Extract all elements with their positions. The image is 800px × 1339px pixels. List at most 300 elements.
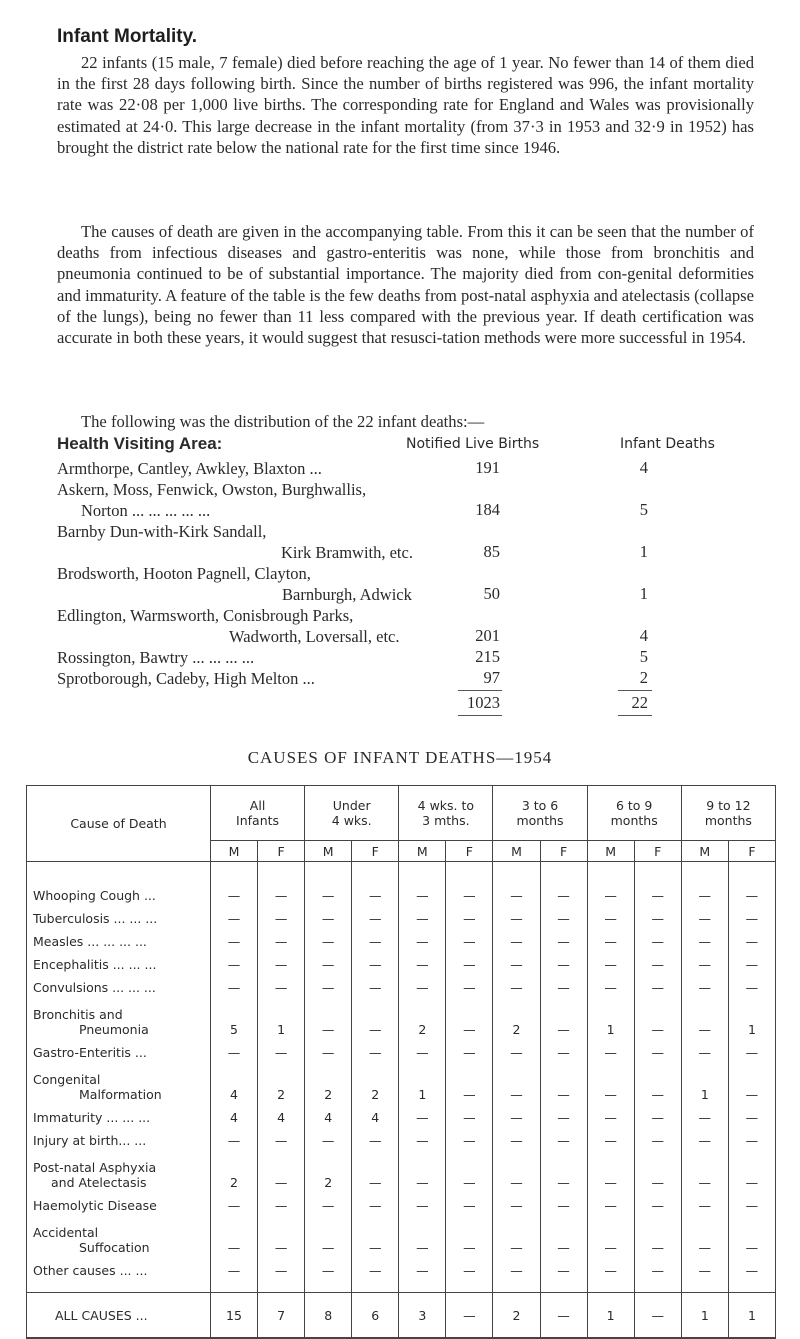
cell-value: — (446, 1125, 493, 1148)
cause-label-line: and Atelectasis (51, 1175, 147, 1190)
cell-value: — (210, 903, 257, 926)
spacer-cell (634, 1278, 681, 1293)
cell-value: — (305, 1190, 352, 1213)
total-value: 8 (305, 1293, 352, 1339)
cell-value: — (399, 903, 446, 926)
all-causes-row (27, 1293, 776, 1339)
cell-value: — (587, 1037, 634, 1060)
cell-value: — (540, 1060, 587, 1102)
area-deaths: 1 (639, 584, 648, 603)
cell-value: — (305, 972, 352, 995)
cell-value: — (399, 972, 446, 995)
spacer-cell (587, 1278, 634, 1293)
table-header-row (27, 786, 776, 841)
cell-value: — (493, 1148, 540, 1190)
cell-value: — (540, 926, 587, 949)
female-header: F (352, 841, 399, 862)
cell-value: 4 (210, 1102, 257, 1125)
group-header: 6 to 9 months (587, 786, 681, 841)
cell-value: — (728, 903, 775, 926)
cell-value: — (210, 1190, 257, 1213)
group-header: 3 to 6 months (493, 786, 587, 841)
cause-row (27, 949, 776, 972)
cell-value: — (258, 1190, 305, 1213)
cell-value: — (399, 1255, 446, 1278)
cell-value: — (258, 903, 305, 926)
area-row (57, 458, 457, 479)
cell-value: — (728, 926, 775, 949)
male-header: M (305, 841, 352, 862)
cell-value: — (446, 995, 493, 1037)
cell-value: — (210, 949, 257, 972)
causes-table-body (27, 862, 776, 1293)
area-deaths: 1 (639, 542, 648, 561)
total-value: — (446, 1293, 493, 1339)
cause-label-line: Post-natal Asphyxia (33, 1160, 157, 1175)
cell-value: — (493, 1037, 540, 1060)
total-value: 6 (352, 1293, 399, 1339)
cell-value: — (352, 903, 399, 926)
cell-value: — (728, 972, 775, 995)
cell-value: — (258, 1213, 305, 1255)
cell-value: 4 (210, 1060, 257, 1102)
female-header: F (634, 841, 681, 862)
cell-value: — (446, 1213, 493, 1255)
cell-value: 1 (681, 1060, 728, 1102)
cause-label-line: Gastro-Enteritis ... (33, 1045, 147, 1060)
deaths-column-header: Infant Deaths (620, 436, 715, 452)
cell-value: — (587, 1255, 634, 1278)
cause-label (27, 1148, 211, 1190)
cell-value: — (352, 949, 399, 972)
group-header: 4 wks. to 3 mths. (399, 786, 493, 841)
cell-value: — (587, 972, 634, 995)
cause-row (27, 1255, 776, 1278)
cell-value: 2 (210, 1148, 257, 1190)
male-header: M (493, 841, 540, 862)
male-header: M (210, 841, 257, 862)
births-total-underline (458, 715, 502, 716)
cell-value: — (493, 972, 540, 995)
total-value: 1 (587, 1293, 634, 1339)
cause-label (27, 926, 211, 949)
area-name-cont: Norton ... ... ... ... ... (81, 501, 211, 520)
cell-value: — (352, 1255, 399, 1278)
area-name: Barnby Dun-with-Kirk Sandall, (57, 522, 267, 541)
cell-value: — (305, 903, 352, 926)
cause-label-line: Measles ... ... ... ... (33, 934, 147, 949)
area-name-cont: Kirk Bramwith, etc. (281, 543, 413, 562)
cell-value: — (305, 862, 352, 904)
cell-value: 1 (728, 995, 775, 1037)
area-name: Armthorpe, Cantley, Awkley, Blaxton ... (57, 459, 322, 478)
cell-value: — (681, 949, 728, 972)
cell-value: — (540, 1102, 587, 1125)
cell-value: 2 (305, 1148, 352, 1190)
cell-value: — (493, 949, 540, 972)
cell-value: — (258, 862, 305, 904)
cell-value: — (634, 1125, 681, 1148)
area-row (57, 479, 457, 521)
area-births: 85 (483, 542, 500, 561)
cell-value: — (399, 949, 446, 972)
cause-row (27, 1125, 776, 1148)
area-row (57, 668, 457, 689)
cell-value: — (540, 1148, 587, 1190)
female-header: F (446, 841, 493, 862)
births-total: 1023 (467, 693, 500, 712)
cell-value: — (634, 1037, 681, 1060)
cause-label (27, 862, 211, 904)
cell-value: — (352, 1125, 399, 1148)
cell-value: — (587, 1102, 634, 1125)
cell-value: — (540, 1255, 587, 1278)
cell-value: — (352, 995, 399, 1037)
group-header: 9 to 12 months (681, 786, 775, 841)
distribution-title: Health Visiting Area: (57, 434, 223, 453)
cell-value: — (446, 972, 493, 995)
cell-value: — (493, 1102, 540, 1125)
distribution-header (57, 434, 754, 454)
cause-row (27, 1148, 776, 1190)
area-births: 97 (483, 668, 500, 687)
cell-value: — (587, 949, 634, 972)
cause-row (27, 1060, 776, 1102)
cell-value: — (493, 926, 540, 949)
cause-label (27, 1213, 211, 1255)
spacer-cell (305, 1278, 352, 1293)
total-value: 1 (728, 1293, 775, 1339)
cell-value: 2 (352, 1060, 399, 1102)
cell-value: — (446, 1060, 493, 1102)
table-caption: CAUSES OF INFANT DEATHS—1954 (247, 748, 553, 767)
cell-value: — (210, 926, 257, 949)
cell-value: — (728, 1125, 775, 1148)
cell-value: — (681, 1037, 728, 1060)
area-deaths: 2 (639, 668, 648, 687)
cell-value: — (258, 926, 305, 949)
cause-row (27, 1037, 776, 1060)
total-value: 1 (681, 1293, 728, 1339)
cell-value: — (446, 1148, 493, 1190)
cell-value: — (399, 1213, 446, 1255)
cell-value: — (540, 1190, 587, 1213)
cell-value: — (493, 862, 540, 904)
cause-row (27, 862, 776, 904)
cell-value: — (210, 1255, 257, 1278)
total-value: — (634, 1293, 681, 1339)
cause-label-line: Encephalitis ... ... ... (33, 957, 157, 972)
group-header: Under 4 wks. (305, 786, 399, 841)
cell-value: — (728, 1037, 775, 1060)
cell-value: — (258, 1148, 305, 1190)
all-causes-label: ALL CAUSES ... (27, 1293, 211, 1339)
cell-value: — (587, 1148, 634, 1190)
cause-label-line: Suffocation (79, 1240, 150, 1255)
cell-value: — (446, 949, 493, 972)
cause-label-line: Other causes ... ... (33, 1263, 148, 1278)
cell-value: — (210, 1213, 257, 1255)
cell-value: — (634, 1213, 681, 1255)
cell-value: — (305, 1125, 352, 1148)
cell-value: — (634, 862, 681, 904)
cell-value: — (352, 1037, 399, 1060)
cause-label (27, 1255, 211, 1278)
deaths-total-rule (618, 690, 652, 691)
cause-row (27, 995, 776, 1037)
total-value: — (540, 1293, 587, 1339)
cell-value: — (540, 972, 587, 995)
cell-value: — (352, 862, 399, 904)
cell-value: — (352, 1213, 399, 1255)
cell-value: — (399, 1102, 446, 1125)
area-name: Sprotborough, Cadeby, High Melton ... (57, 669, 315, 688)
cell-value: — (210, 1125, 257, 1148)
table-spacer-row (27, 1278, 776, 1293)
spacer-cell (352, 1278, 399, 1293)
cause-label-line: Whooping Cough ... (33, 888, 156, 903)
cell-value: — (681, 1190, 728, 1213)
cause-label (27, 1190, 211, 1213)
cell-value: — (681, 862, 728, 904)
spacer-cell (210, 1278, 257, 1293)
cell-value: — (728, 1213, 775, 1255)
area-row (57, 563, 457, 605)
male-header: M (681, 841, 728, 862)
cell-value: — (681, 926, 728, 949)
cause-row (27, 972, 776, 995)
cell-value: — (352, 1148, 399, 1190)
cell-value: — (634, 1148, 681, 1190)
cell-value: — (399, 1148, 446, 1190)
paragraph-causes: The causes of death are given in the accompanying table. From this it can be seen that the number of deaths from infectious diseases and gastro-enteritis was none, while those from bronchitis and pneumonia continued to be of substantial importance. The majority died from con-genital deformities and immaturity. A feature of the table is the few deaths from post-natal asphyxia and atelectasis (collapse of the lungs), being no fewer than 11 less compared with the previous year. If death certification was accurate in both these years, it would suggest that resusci-tation methods were more successful in 1954. (57, 222, 755, 348)
area-deaths: 5 (639, 647, 648, 666)
cell-value: — (210, 1037, 257, 1060)
cause-label-line: Haemolytic Disease (33, 1198, 157, 1213)
paragraph-rates: 22 infants (15 male, 7 female) died before reaching the age of 1 year. No fewer than 14 of them died in the first 28 days following birth. Since the number of births registered was 996, the infant mortality rate was 22·08 per 1,000 live births. The corresponding rate for England and Wales was provisionally estimated at 24·0. This large decrease in the infant mortality (from 37·3 in 1953 and 32·9 in 1952) has brought the district rate below the national rate for the first time since 1946. (57, 53, 754, 157)
area-row (57, 605, 457, 647)
cell-value: — (634, 1190, 681, 1213)
cell-value: — (540, 903, 587, 926)
cell-value: 4 (258, 1102, 305, 1125)
area-births: 50 (483, 584, 500, 603)
cell-value: — (540, 1037, 587, 1060)
area-name-cont: Wadworth, Loversall, etc. (229, 627, 400, 646)
area-births: 191 (475, 458, 500, 477)
cell-value: — (305, 1037, 352, 1060)
paragraph-distribution-intro: The following was the distribution of the 22 infant deaths:— (81, 412, 485, 431)
cell-value: — (446, 903, 493, 926)
cell-value: — (399, 1190, 446, 1213)
spacer-cell (493, 1278, 540, 1293)
cell-value: — (493, 1213, 540, 1255)
cell-value: — (634, 1102, 681, 1125)
spacer-cell (681, 1278, 728, 1293)
cell-value: — (305, 1255, 352, 1278)
area-deaths: 5 (639, 500, 648, 519)
cause-label (27, 972, 211, 995)
area-births: 184 (475, 500, 500, 519)
cell-value: — (681, 903, 728, 926)
cell-value: — (399, 1037, 446, 1060)
cell-value: — (305, 1213, 352, 1255)
cell-value: — (681, 1148, 728, 1190)
group-header: All Infants (210, 786, 304, 841)
female-header: F (540, 841, 587, 862)
cause-label (27, 949, 211, 972)
cause-label-line: Pneumonia (79, 1022, 149, 1037)
spacer-cell (27, 1278, 211, 1293)
cell-value: — (258, 1255, 305, 1278)
cause-row (27, 903, 776, 926)
total-value: 15 (210, 1293, 257, 1339)
female-header: F (728, 841, 775, 862)
cell-value: — (305, 995, 352, 1037)
cell-value: 4 (305, 1102, 352, 1125)
cell-value: — (728, 1102, 775, 1125)
cell-value: — (634, 995, 681, 1037)
cell-value: — (305, 949, 352, 972)
cause-label-line: Congenital (33, 1072, 101, 1087)
cell-value: — (634, 926, 681, 949)
area-name-cont: Barnburgh, Adwick (282, 585, 412, 604)
cell-value: — (540, 862, 587, 904)
cell-value: — (587, 1125, 634, 1148)
cause-label (27, 903, 211, 926)
cell-value: — (634, 949, 681, 972)
cause-label-line: Immaturity ... ... ... (33, 1110, 151, 1125)
area-deaths: 4 (639, 626, 648, 645)
cell-value: — (728, 1060, 775, 1102)
cell-value: — (446, 862, 493, 904)
area-name: Askern, Moss, Fenwick, Owston, Burghwallis, (57, 480, 367, 499)
cell-value: — (399, 862, 446, 904)
cell-value: 1 (587, 995, 634, 1037)
cell-value: — (728, 949, 775, 972)
cell-value: 5 (210, 995, 257, 1037)
total-value: 2 (493, 1293, 540, 1339)
area-row (57, 647, 457, 668)
cell-value: — (681, 972, 728, 995)
cell-value: — (587, 1190, 634, 1213)
cause-label-line: Bronchitis and (33, 1007, 123, 1022)
page-title: Infant Mortality. (57, 26, 198, 47)
cell-value: — (446, 1190, 493, 1213)
cell-value: — (305, 926, 352, 949)
cell-value: 1 (399, 1060, 446, 1102)
cell-value: — (681, 1125, 728, 1148)
cell-value: — (493, 1060, 540, 1102)
total-value: 7 (258, 1293, 305, 1339)
cell-value: — (258, 949, 305, 972)
cause-header: Cause of Death (27, 786, 211, 862)
cell-value: — (681, 1102, 728, 1125)
cause-label (27, 1037, 211, 1060)
male-header: M (587, 841, 634, 862)
cell-value: 2 (305, 1060, 352, 1102)
cause-label (27, 1125, 211, 1148)
cause-row (27, 926, 776, 949)
cell-value: — (446, 1037, 493, 1060)
area-name: Edlington, Warmsworth, Conisbrough Parks, (57, 606, 354, 625)
female-header: F (258, 841, 305, 862)
area-deaths: 4 (639, 458, 648, 477)
cell-value: — (587, 1060, 634, 1102)
cell-value: — (493, 903, 540, 926)
spacer-cell (399, 1278, 446, 1293)
spacer-cell (728, 1278, 775, 1293)
cell-value: — (399, 1125, 446, 1148)
births-total-rule (458, 690, 502, 691)
cell-value: — (446, 1255, 493, 1278)
cell-value: — (352, 1190, 399, 1213)
cause-label-line: Malformation (79, 1087, 162, 1102)
cell-value: — (540, 1213, 587, 1255)
deaths-total: 22 (631, 693, 648, 712)
area-name: Brodsworth, Hooton Pagnell, Clayton, (57, 564, 311, 583)
cell-value: — (352, 972, 399, 995)
cell-value: — (728, 1255, 775, 1278)
cell-value: — (587, 926, 634, 949)
births-column-header: Notified Live Births (406, 436, 540, 452)
cell-value: — (587, 862, 634, 904)
cause-row (27, 1190, 776, 1213)
cell-value: — (258, 1037, 305, 1060)
cell-value: — (634, 972, 681, 995)
area-births: 215 (475, 647, 500, 666)
cell-value: — (493, 1255, 540, 1278)
male-header: M (399, 841, 446, 862)
total-value: 3 (399, 1293, 446, 1339)
area-name: Rossington, Bawtry ... ... ... ... (57, 648, 255, 667)
cell-value: — (540, 995, 587, 1037)
cell-value: — (493, 1190, 540, 1213)
cell-value: 1 (258, 995, 305, 1037)
cell-value: 2 (493, 995, 540, 1037)
cell-value: — (210, 862, 257, 904)
cause-label-line: Accidental (33, 1225, 99, 1240)
cell-value: — (681, 1213, 728, 1255)
cell-value: — (728, 1190, 775, 1213)
cause-row (27, 1102, 776, 1125)
cell-value: — (587, 1213, 634, 1255)
cell-value: — (634, 1255, 681, 1278)
cell-value: 2 (399, 995, 446, 1037)
cause-label (27, 1060, 211, 1102)
cell-value: — (540, 1125, 587, 1148)
cell-value: — (540, 949, 587, 972)
cell-value: — (634, 903, 681, 926)
cell-value: 4 (352, 1102, 399, 1125)
spacer-cell (258, 1278, 305, 1293)
cause-label-line: Injury at birth... ... (33, 1133, 147, 1148)
cell-value: — (446, 926, 493, 949)
area-births: 201 (475, 626, 500, 645)
cell-value: — (352, 926, 399, 949)
cell-value: 2 (258, 1060, 305, 1102)
cell-value: — (210, 972, 257, 995)
cell-value: — (258, 972, 305, 995)
cell-value: — (258, 1125, 305, 1148)
cell-value: — (681, 1255, 728, 1278)
area-row (57, 521, 457, 563)
deaths-total-underline (618, 715, 652, 716)
cause-row (27, 1213, 776, 1255)
cause-label-line: Tuberculosis ... ... ... (33, 911, 158, 926)
causes-table (26, 785, 776, 1339)
cell-value: — (446, 1102, 493, 1125)
cell-value: — (728, 1148, 775, 1190)
